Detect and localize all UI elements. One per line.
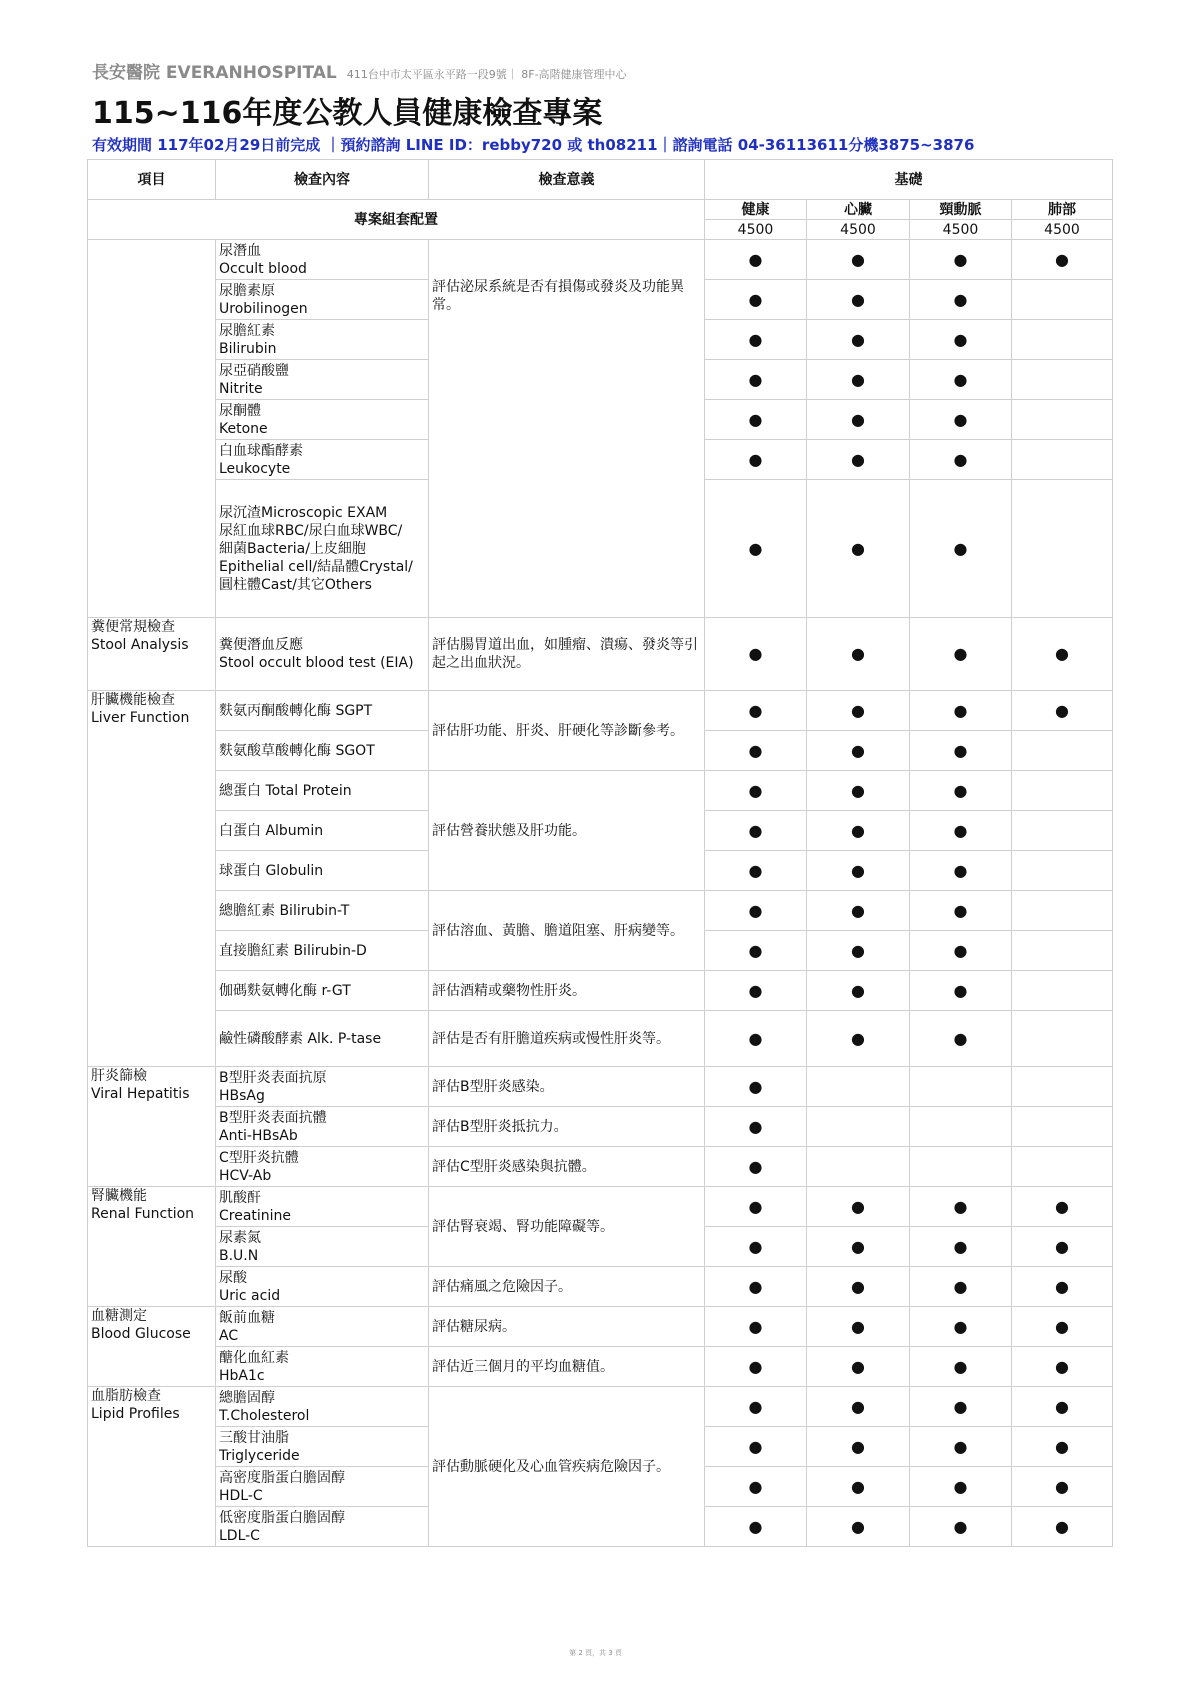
hospital-name: 長安醫院 EVERANHOSPITAL bbox=[92, 63, 337, 83]
item-en: HBsAg bbox=[219, 1087, 265, 1104]
package-price-lung: 4500 bbox=[1012, 220, 1113, 240]
group-en: Renal Function bbox=[91, 1206, 195, 1222]
col-header-content: 檢查內容 bbox=[216, 160, 429, 200]
content-cell bbox=[216, 1307, 429, 1347]
content-cell bbox=[216, 1347, 429, 1387]
meaning-cell: 評估B型肝炎抵抗力。 bbox=[429, 1107, 705, 1147]
dot-mark: ● bbox=[705, 771, 807, 811]
dot-mark: ● bbox=[705, 1267, 807, 1307]
meaning-cell: 評估肝功能、肝炎、肝硬化等診斷參考。 bbox=[429, 691, 705, 771]
item-en: Nitrite bbox=[219, 380, 263, 397]
dot-mark: ● bbox=[705, 971, 807, 1011]
content-cell bbox=[216, 1387, 429, 1427]
meaning-cell: 評估近三個月的平均血糖值。 bbox=[429, 1347, 705, 1387]
item-zh: 尿膽素原 bbox=[219, 282, 275, 299]
dot-mark: ● bbox=[910, 1427, 1012, 1467]
meaning-text: 評估泌尿系統是否有損傷或發炎及功能異常。 bbox=[432, 279, 684, 313]
microscopic-line: Epithelial cell/結晶體Crystal/ bbox=[219, 558, 413, 575]
group-en: Blood Glucose bbox=[91, 1326, 191, 1342]
dot-mark: ● bbox=[1012, 1467, 1113, 1507]
empty-cell bbox=[1012, 771, 1113, 811]
dot-mark: ● bbox=[910, 360, 1012, 400]
dot-mark: ● bbox=[910, 851, 1012, 891]
content-cell bbox=[216, 1107, 429, 1147]
package-name-heart: 心臟 bbox=[807, 200, 910, 220]
item-zh: 三酸甘油脂 bbox=[219, 1429, 289, 1446]
content-cell: 球蛋白 Globulin bbox=[216, 851, 429, 891]
group-en: Viral Hepatitis bbox=[91, 1086, 190, 1102]
meaning-cell: 評估腎衰竭、腎功能障礙等。 bbox=[429, 1187, 705, 1267]
item-zh: 低密度脂蛋白膽固醇 bbox=[219, 1509, 345, 1526]
dot-mark: ● bbox=[705, 360, 807, 400]
item-en: Triglyceride bbox=[219, 1447, 300, 1464]
empty-cell bbox=[1012, 731, 1113, 771]
content-cell: 白蛋白 Albumin bbox=[216, 811, 429, 851]
empty-cell bbox=[910, 1147, 1012, 1187]
group-cell-lipid bbox=[88, 1387, 216, 1547]
group-zh: 肝炎篩檢 bbox=[91, 1068, 147, 1084]
item-zh: B型肝炎表面抗體 bbox=[219, 1109, 327, 1126]
dot-mark: ● bbox=[705, 1011, 807, 1067]
dot-mark: ● bbox=[1012, 1227, 1113, 1267]
table-row bbox=[88, 1011, 1113, 1067]
package-name-lung: 肺部 bbox=[1012, 200, 1113, 220]
content-cell: 麩氨丙酮酸轉化酶 SGPT bbox=[216, 691, 429, 731]
dot-mark: ● bbox=[705, 240, 807, 280]
dot-mark: ● bbox=[705, 1387, 807, 1427]
item-en: Leukocyte bbox=[219, 460, 291, 477]
package-price-heart: 4500 bbox=[807, 220, 910, 240]
meaning-cell bbox=[429, 240, 705, 618]
item-en: Stool occult blood test (EIA) bbox=[219, 655, 414, 671]
dot-mark: ● bbox=[910, 1011, 1012, 1067]
dot-mark: ● bbox=[705, 851, 807, 891]
group-en: Liver Function bbox=[91, 710, 190, 726]
meaning-cell: 評估是否有肝膽道疾病或慢性肝炎等。 bbox=[429, 1011, 705, 1067]
dot-mark: ● bbox=[807, 1227, 910, 1267]
dot-mark: ● bbox=[807, 1427, 910, 1467]
dot-mark: ● bbox=[807, 851, 910, 891]
empty-cell bbox=[1012, 851, 1113, 891]
item-en: B.U.N bbox=[219, 1247, 259, 1264]
dot-mark: ● bbox=[807, 891, 910, 931]
empty-cell bbox=[910, 1067, 1012, 1107]
dot-mark: ● bbox=[807, 811, 910, 851]
item-en: HbA1c bbox=[219, 1367, 265, 1384]
item-zh: 尿膽紅素 bbox=[219, 322, 275, 339]
item-zh: 總膽固醇 bbox=[219, 1389, 275, 1406]
table-row bbox=[88, 1147, 1113, 1187]
dot-mark: ● bbox=[807, 1347, 910, 1387]
item-en: Creatinine bbox=[219, 1207, 292, 1224]
content-cell bbox=[216, 1147, 429, 1187]
table-row bbox=[88, 971, 1113, 1011]
dot-mark: ● bbox=[807, 1307, 910, 1347]
table-row bbox=[88, 1267, 1113, 1307]
dot-mark: ● bbox=[1012, 618, 1113, 691]
table-row bbox=[88, 1187, 1113, 1227]
meaning-cell: 評估溶血、黃膽、膽道阻塞、肝病變等。 bbox=[429, 891, 705, 971]
dot-mark: ● bbox=[705, 1147, 807, 1187]
col-header-basic: 基礎 bbox=[705, 160, 1113, 200]
dot-mark: ● bbox=[910, 440, 1012, 480]
dot-mark: ● bbox=[705, 1187, 807, 1227]
content-cell bbox=[216, 240, 429, 280]
dot-mark: ● bbox=[807, 731, 910, 771]
item-zh: 尿亞硝酸鹽 bbox=[219, 362, 289, 379]
table-row bbox=[88, 1307, 1113, 1347]
table-row bbox=[88, 1387, 1113, 1427]
dot-mark: ● bbox=[910, 1387, 1012, 1427]
microscopic-line: 尿沉渣Microscopic EXAM bbox=[219, 504, 388, 521]
dot-mark: ● bbox=[910, 320, 1012, 360]
dot-mark: ● bbox=[807, 400, 910, 440]
dot-mark: ● bbox=[705, 691, 807, 731]
dot-mark: ● bbox=[807, 280, 910, 320]
content-cell: 鹼性磷酸酵素 Alk. P-tase bbox=[216, 1011, 429, 1067]
dot-mark: ● bbox=[1012, 1267, 1113, 1307]
item-zh: 尿酸 bbox=[219, 1269, 247, 1286]
col-header-item: 項目 bbox=[88, 160, 216, 200]
item-zh: B型肝炎表面抗原 bbox=[219, 1069, 327, 1086]
dot-mark: ● bbox=[705, 320, 807, 360]
group-cell-stool bbox=[88, 618, 216, 691]
empty-cell bbox=[807, 1147, 910, 1187]
dot-mark: ● bbox=[910, 1267, 1012, 1307]
content-cell: 總蛋白 Total Protein bbox=[216, 771, 429, 811]
item-en: HCV-Ab bbox=[219, 1167, 272, 1184]
checkup-table bbox=[87, 159, 1113, 1547]
item-zh: C型肝炎抗體 bbox=[219, 1149, 299, 1166]
content-cell: 總膽紅素 Bilirubin-T bbox=[216, 891, 429, 931]
item-en: Occult blood bbox=[219, 260, 307, 277]
meaning-cell: 評估C型肝炎感染與抗體。 bbox=[429, 1147, 705, 1187]
dot-mark: ● bbox=[705, 731, 807, 771]
dot-mark: ● bbox=[910, 771, 1012, 811]
item-en: Bilirubin bbox=[219, 340, 277, 357]
dot-mark: ● bbox=[910, 618, 1012, 691]
content-cell bbox=[216, 1507, 429, 1547]
dot-mark: ● bbox=[807, 1387, 910, 1427]
content-cell bbox=[216, 360, 429, 400]
dot-mark: ● bbox=[910, 811, 1012, 851]
dot-mark: ● bbox=[807, 320, 910, 360]
empty-cell bbox=[1012, 811, 1113, 851]
content-cell bbox=[216, 1067, 429, 1107]
item-cell-urine bbox=[88, 240, 216, 618]
group-cell-glucose bbox=[88, 1307, 216, 1387]
empty-cell bbox=[1012, 1067, 1113, 1107]
content-cell bbox=[216, 1267, 429, 1307]
table-row bbox=[88, 618, 1113, 691]
meaning-cell bbox=[429, 618, 705, 691]
group-zh: 糞便常規檢查 bbox=[91, 619, 175, 635]
dot-mark: ● bbox=[807, 440, 910, 480]
dot-mark: ● bbox=[705, 1107, 807, 1147]
empty-cell bbox=[1012, 1011, 1113, 1067]
dot-mark: ● bbox=[807, 480, 910, 618]
empty-cell bbox=[1012, 480, 1113, 618]
hospital-address: 411台中市太平區永平路一段9號｜ 8F-高階健康管理中心 bbox=[346, 68, 627, 81]
table-row bbox=[88, 240, 1113, 280]
dot-mark: ● bbox=[910, 971, 1012, 1011]
content-cell bbox=[216, 440, 429, 480]
dot-mark: ● bbox=[910, 1227, 1012, 1267]
dot-mark: ● bbox=[807, 1507, 910, 1547]
group-en: Stool Analysis bbox=[91, 637, 189, 653]
dot-mark: ● bbox=[705, 480, 807, 618]
item-en: Anti-HBsAb bbox=[219, 1127, 298, 1144]
meaning-cell: 評估糖尿病。 bbox=[429, 1307, 705, 1347]
dot-mark: ● bbox=[910, 240, 1012, 280]
dot-mark: ● bbox=[807, 1467, 910, 1507]
item-zh: 尿潛血 bbox=[219, 242, 261, 259]
content-cell bbox=[216, 618, 429, 691]
dot-mark: ● bbox=[910, 1467, 1012, 1507]
empty-cell bbox=[807, 1067, 910, 1107]
dot-mark: ● bbox=[910, 1347, 1012, 1387]
dot-mark: ● bbox=[910, 891, 1012, 931]
dot-mark: ● bbox=[705, 1067, 807, 1107]
empty-cell bbox=[807, 1107, 910, 1147]
package-name-health: 健康 bbox=[705, 200, 807, 220]
hospital-header bbox=[92, 58, 627, 83]
empty-cell bbox=[1012, 891, 1113, 931]
microscopic-line: 細菌Bacteria/上皮細胞 bbox=[219, 540, 366, 557]
item-zh: 糞便潛血反應 bbox=[219, 637, 303, 653]
meaning-cell: 評估酒精或藥物性肝炎。 bbox=[429, 971, 705, 1011]
content-cell bbox=[216, 400, 429, 440]
dot-mark: ● bbox=[910, 931, 1012, 971]
dot-mark: ● bbox=[807, 691, 910, 731]
package-name-row bbox=[88, 200, 1113, 220]
dot-mark: ● bbox=[1012, 1387, 1113, 1427]
content-cell bbox=[216, 1187, 429, 1227]
package-label: 專案組套配置 bbox=[88, 200, 705, 240]
table-row bbox=[88, 771, 1113, 811]
empty-cell bbox=[1012, 400, 1113, 440]
table-row bbox=[88, 891, 1113, 931]
dot-mark: ● bbox=[705, 891, 807, 931]
content-cell: 直接膽紅素 Bilirubin-D bbox=[216, 931, 429, 971]
table-row bbox=[88, 691, 1113, 731]
group-en: Lipid Profiles bbox=[91, 1406, 180, 1422]
item-zh: 高密度脂蛋白膽固醇 bbox=[219, 1469, 345, 1486]
dot-mark: ● bbox=[1012, 1187, 1113, 1227]
empty-cell bbox=[1012, 320, 1113, 360]
meaning-text: 評估腸胃道出血，如腫瘤、潰瘍、發炎等引起之出血狀況。 bbox=[432, 637, 698, 671]
item-en: AC bbox=[219, 1327, 239, 1344]
content-cell bbox=[216, 320, 429, 360]
page-title: 115~116年度公教人員健康檢查專案 bbox=[92, 96, 603, 131]
microscopic-line: 圓柱體Cast/其它Others bbox=[219, 576, 372, 593]
dot-mark: ● bbox=[705, 400, 807, 440]
dot-mark: ● bbox=[910, 1507, 1012, 1547]
empty-cell bbox=[1012, 440, 1113, 480]
item-en: Ketone bbox=[219, 420, 268, 437]
dot-mark: ● bbox=[910, 400, 1012, 440]
group-zh: 血脂肪檢查 bbox=[91, 1388, 161, 1404]
group-cell-hepatitis bbox=[88, 1067, 216, 1187]
dot-mark: ● bbox=[705, 811, 807, 851]
content-cell bbox=[216, 280, 429, 320]
dot-mark: ● bbox=[705, 618, 807, 691]
content-cell: 伽碼麩氨轉化酶 r-GT bbox=[216, 971, 429, 1011]
meaning-cell: 評估B型肝炎感染。 bbox=[429, 1067, 705, 1107]
dot-mark: ● bbox=[807, 360, 910, 400]
empty-cell bbox=[1012, 280, 1113, 320]
dot-mark: ● bbox=[705, 440, 807, 480]
empty-cell bbox=[1012, 971, 1113, 1011]
dot-mark: ● bbox=[807, 1011, 910, 1067]
meaning-cell: 評估痛風之危險因子。 bbox=[429, 1267, 705, 1307]
item-en: LDL-C bbox=[219, 1527, 260, 1544]
page-subtitle: 有效期間 117年02月29日前完成 ｜預約諮詢 LINE ID：rebby720 或 th08211｜諮詢電話 04-36113611分機3875~3876 bbox=[92, 136, 975, 154]
package-price-health: 4500 bbox=[705, 220, 807, 240]
microscopic-line: 尿紅血球RBC/尿白血球WBC/ bbox=[219, 522, 403, 539]
group-zh: 血糖測定 bbox=[91, 1308, 147, 1324]
content-cell bbox=[216, 1427, 429, 1467]
dot-mark: ● bbox=[807, 1267, 910, 1307]
group-zh: 腎臟機能 bbox=[91, 1188, 147, 1204]
dot-mark: ● bbox=[910, 691, 1012, 731]
dot-mark: ● bbox=[705, 931, 807, 971]
dot-mark: ● bbox=[910, 280, 1012, 320]
table-row bbox=[88, 1347, 1113, 1387]
empty-cell bbox=[1012, 1147, 1113, 1187]
dot-mark: ● bbox=[910, 731, 1012, 771]
dot-mark: ● bbox=[1012, 1347, 1113, 1387]
item-zh: 白血球酯酵素 bbox=[219, 442, 303, 459]
content-cell: 麩氨酸草酸轉化酶 SGOT bbox=[216, 731, 429, 771]
dot-mark: ● bbox=[705, 1427, 807, 1467]
package-price-carotid: 4500 bbox=[910, 220, 1012, 240]
item-en: T.Cholesterol bbox=[219, 1407, 310, 1424]
header-row bbox=[88, 160, 1113, 200]
dot-mark: ● bbox=[705, 1347, 807, 1387]
item-zh: 飯前血糖 bbox=[219, 1309, 275, 1326]
empty-cell bbox=[1012, 931, 1113, 971]
dot-mark: ● bbox=[807, 771, 910, 811]
dot-mark: ● bbox=[705, 1227, 807, 1267]
dot-mark: ● bbox=[1012, 240, 1113, 280]
dot-mark: ● bbox=[807, 931, 910, 971]
group-cell-renal bbox=[88, 1187, 216, 1307]
item-zh: 尿素氮 bbox=[219, 1229, 261, 1246]
group-zh: 肝臟機能檢查 bbox=[91, 692, 175, 708]
dot-mark: ● bbox=[807, 971, 910, 1011]
content-cell bbox=[216, 480, 429, 618]
empty-cell bbox=[1012, 1107, 1113, 1147]
empty-cell bbox=[1012, 360, 1113, 400]
content-cell bbox=[216, 1227, 429, 1267]
dot-mark: ● bbox=[705, 280, 807, 320]
item-en: Urobilinogen bbox=[219, 300, 308, 317]
dot-mark: ● bbox=[705, 1307, 807, 1347]
empty-cell bbox=[910, 1107, 1012, 1147]
dot-mark: ● bbox=[705, 1467, 807, 1507]
dot-mark: ● bbox=[807, 1187, 910, 1227]
package-name-carotid: 頸動脈 bbox=[910, 200, 1012, 220]
group-cell-liver bbox=[88, 691, 216, 1067]
item-zh: 醣化血紅素 bbox=[219, 1349, 289, 1366]
meaning-cell: 評估營養狀態及肝功能。 bbox=[429, 771, 705, 891]
table-row bbox=[88, 1107, 1113, 1147]
col-header-meaning: 檢查意義 bbox=[429, 160, 705, 200]
item-en: HDL-C bbox=[219, 1487, 263, 1504]
dot-mark: ● bbox=[910, 1307, 1012, 1347]
page-number: 第 2 頁，共 3 頁 bbox=[569, 1649, 622, 1657]
item-zh: 肌酸酐 bbox=[219, 1189, 261, 1206]
table-row bbox=[88, 1067, 1113, 1107]
dot-mark: ● bbox=[1012, 1307, 1113, 1347]
dot-mark: ● bbox=[1012, 1507, 1113, 1547]
meaning-cell: 評估動脈硬化及心血管疾病危險因子。 bbox=[429, 1387, 705, 1547]
dot-mark: ● bbox=[1012, 1427, 1113, 1467]
dot-mark: ● bbox=[1012, 691, 1113, 731]
item-zh: 尿酮體 bbox=[219, 402, 261, 419]
dot-mark: ● bbox=[910, 1187, 1012, 1227]
dot-mark: ● bbox=[705, 1507, 807, 1547]
content-cell bbox=[216, 1467, 429, 1507]
dot-mark: ● bbox=[910, 480, 1012, 618]
dot-mark: ● bbox=[807, 618, 910, 691]
item-en: Uric acid bbox=[219, 1287, 281, 1304]
dot-mark: ● bbox=[807, 240, 910, 280]
